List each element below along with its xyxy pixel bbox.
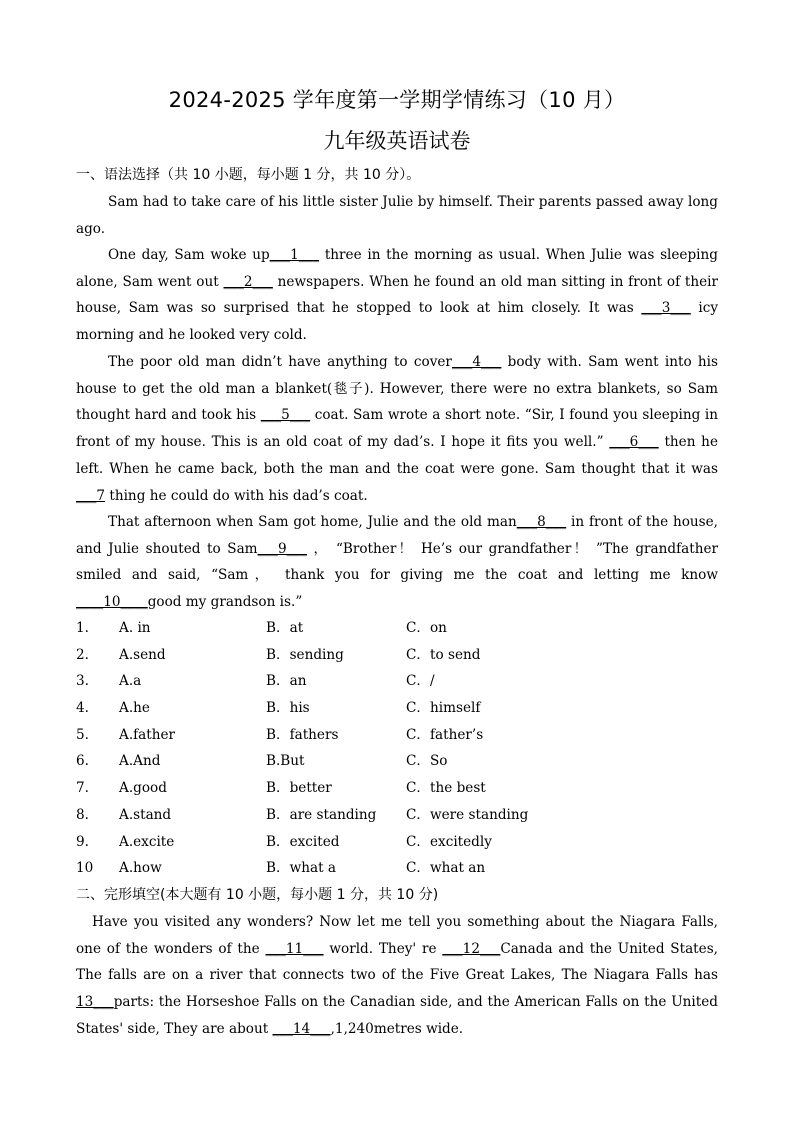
section1-paragraph-3: [76, 349, 718, 509]
option-b[interactable]: B．sending: [266, 646, 344, 663]
question-number: 8.: [76, 806, 89, 823]
option-a[interactable]: A.excite: [119, 833, 175, 850]
option-a[interactable]: A.And: [119, 753, 161, 770]
section1-paragraph-1: Sam had to take care of his little sister Julie by himself. Their parents passed away long ago.: [76, 194, 718, 237]
section1-paragraph-2: [76, 242, 718, 349]
question-number: 10: [76, 860, 94, 877]
option-c[interactable]: C．excitedly: [406, 833, 492, 850]
passage-text: icy morning and he looked very cold.: [76, 300, 718, 344]
passage-text: ， “Brother！ He’s our grandfather！ ”The grandfather smiled and said, “Sam， thank you for giving me the coat and letting me know: [76, 540, 718, 584]
passage-text: three in the morning as usual. When Julie was sleeping alone, Sam went out: [76, 247, 718, 290]
passage-text: in front of the house, and Julie shouted to Sam: [76, 514, 719, 557]
option-row: [76, 855, 718, 882]
blank-13[interactable]: 13___: [76, 994, 114, 1011]
blank-9[interactable]: ___9___: [257, 540, 307, 557]
blank-14[interactable]: ___14___: [272, 1020, 331, 1037]
question-number: 3.: [76, 673, 89, 690]
section1-options: [76, 615, 718, 882]
exam-title: 2024-2025 学年度第一学期学情练习（10 月）: [168, 88, 626, 112]
passage-text: good my grandson is.”: [147, 594, 303, 611]
blank-6[interactable]: ___6___: [609, 434, 659, 451]
question-number: 5.: [76, 726, 89, 743]
option-row: [76, 668, 718, 695]
section2-heading: 二、完形填空(本大题有 10 小题，每小题 1 分，共 10 分): [76, 887, 439, 903]
blank-7[interactable]: ___7: [76, 487, 106, 504]
passage-text: thing he could do with his dad’s coat.: [105, 487, 368, 504]
question-number: 7.: [76, 780, 89, 797]
option-c[interactable]: C．were standing: [406, 806, 529, 823]
question-number: 6.: [76, 753, 89, 770]
passage-text: That afternoon when Sam got home, Julie and the old man: [108, 514, 517, 530]
blank-4[interactable]: ___4___: [451, 354, 502, 370]
passage-text: then he left. When he came back, both the man and the coat were gone. Sam thought that it was: [76, 434, 718, 477]
passage-text: parts: the Horseshoe Falls on the Canadian side, and the American Falls on the United States' side, They are about: [76, 994, 718, 1037]
blank-11[interactable]: ___11___: [265, 940, 324, 957]
option-a[interactable]: A. in: [119, 620, 151, 636]
passage-text: body with. Sam went into his house to get the old man a blanket(毯子). However, there were no extra blankets, so Sam thought hard and took his: [76, 354, 719, 424]
option-a[interactable]: A.father: [119, 726, 176, 743]
option-row: [76, 802, 718, 829]
option-c[interactable]: C．himself: [406, 700, 481, 717]
option-c[interactable]: C．/: [406, 673, 435, 690]
option-a[interactable]: A.how: [119, 860, 162, 877]
blank-8[interactable]: ___8___: [516, 514, 567, 530]
blank-5[interactable]: ___5___: [260, 407, 311, 424]
section2-paragraph-1: [76, 909, 718, 1043]
option-row: [76, 615, 718, 642]
section1-paragraph-4: [76, 509, 718, 616]
passage-text: newspapers. When he found an old man sitting in front of their house, Sam was so surprised that he stopped to look at him closely. It was: [76, 273, 718, 317]
question-number: 1.: [76, 620, 89, 636]
option-c[interactable]: C．on: [406, 620, 447, 636]
question-number: 4.: [76, 700, 89, 717]
option-b[interactable]: B．an: [266, 673, 307, 690]
passage-text: The poor old man didn’t have anything to cover: [108, 354, 452, 370]
option-c[interactable]: C．So: [406, 753, 448, 770]
option-b[interactable]: B.But: [266, 753, 305, 770]
exam-subtitle: 九年级英语试卷: [323, 129, 471, 153]
option-b[interactable]: B．excited: [266, 833, 340, 850]
option-row: [76, 695, 718, 722]
option-b[interactable]: B．better: [266, 780, 332, 797]
section1-heading: 一、语法选择（共 10 小题，每小题 1 分，共 10 分）。: [76, 167, 421, 183]
option-c[interactable]: C．father’s: [406, 726, 484, 743]
blank-2[interactable]: ___2___: [223, 273, 273, 290]
question-number: 2.: [76, 646, 89, 663]
option-b[interactable]: B．are standing: [266, 806, 377, 823]
option-a[interactable]: A.send: [119, 646, 166, 663]
option-row: [76, 722, 718, 749]
option-a[interactable]: A.he: [119, 700, 150, 717]
option-row: [76, 829, 718, 856]
blank-10[interactable]: ____10____: [76, 594, 148, 611]
question-number: 9.: [76, 833, 89, 850]
blank-1[interactable]: ___1___: [269, 247, 320, 263]
option-a[interactable]: A.a: [119, 673, 142, 690]
option-a[interactable]: A.stand: [119, 806, 172, 823]
passage-text: Have you visited any wonders? Now let me tell you something about the Niagara Falls, one of the wonders of the: [76, 914, 718, 957]
option-row: [76, 748, 718, 775]
option-b[interactable]: B．his: [266, 700, 310, 717]
passage-text: coat. Sam wrote a short note. “Sir, I found you sleeping in front of my house. This is an old coat of my dad’s. I hope it fits you well.”: [76, 407, 718, 451]
option-b[interactable]: B．at: [266, 620, 304, 636]
option-c[interactable]: C．what an: [406, 860, 486, 877]
option-c[interactable]: C．to send: [406, 646, 481, 663]
option-b[interactable]: B．what a: [266, 860, 336, 877]
blank-3[interactable]: ___3___: [641, 300, 691, 317]
option-a[interactable]: A.good: [119, 780, 167, 797]
option-c[interactable]: C．the best: [406, 780, 486, 797]
option-b[interactable]: B．fathers: [266, 726, 339, 743]
blank-12[interactable]: ___12___: [442, 940, 501, 957]
passage-text: Canada and the United States, The falls are on a river that connects two of the Five Great Lakes, The Niagara Falls has: [76, 940, 718, 984]
passage-text: world. They' re: [323, 940, 443, 957]
option-row: [76, 775, 718, 802]
passage-text: One day, Sam woke up: [108, 247, 270, 263]
option-row: [76, 642, 718, 669]
passage-text: ,1,240metres wide.: [330, 1020, 464, 1037]
